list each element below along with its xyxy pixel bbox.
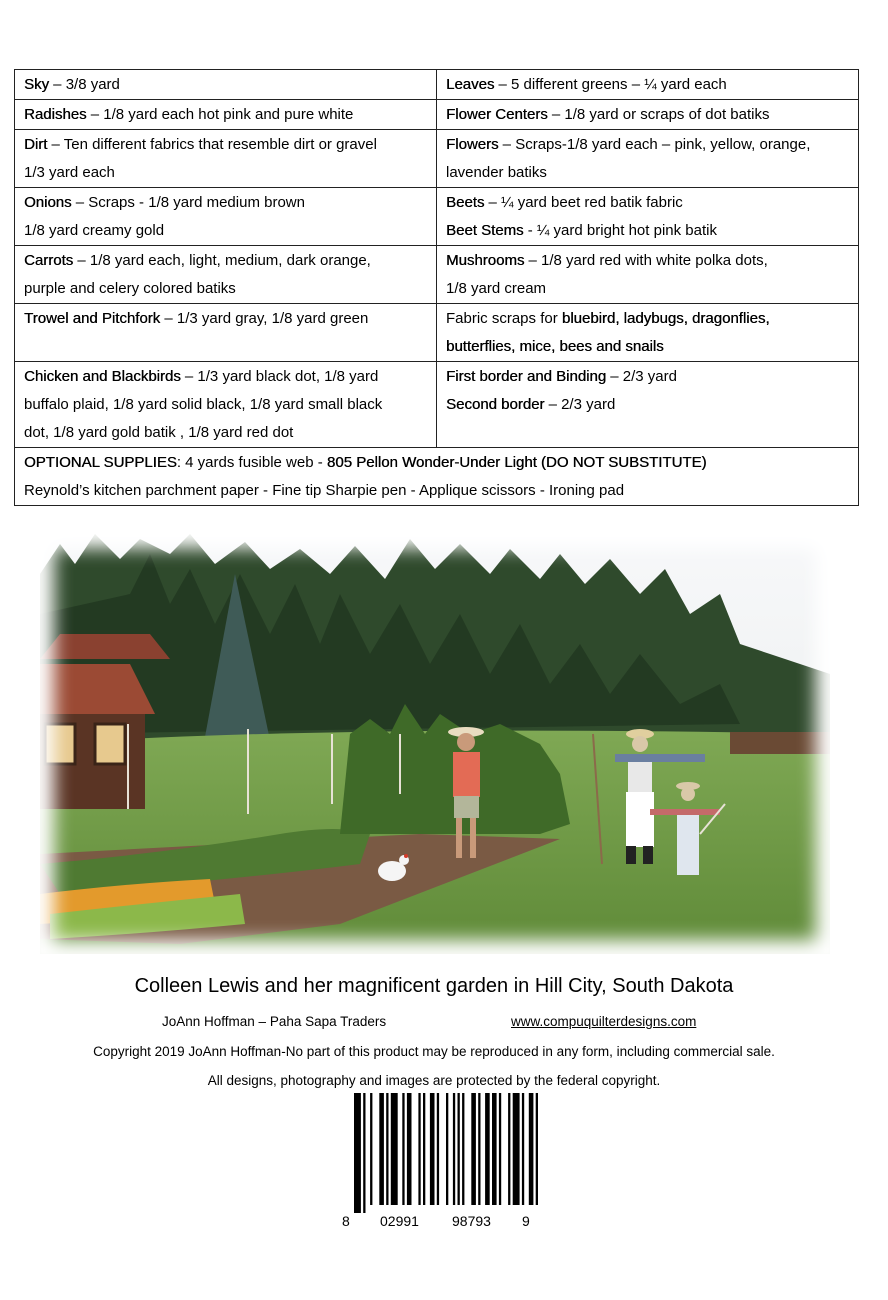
fabric-name: Dirt	[24, 136, 48, 153]
barcode-bar	[529, 1093, 534, 1205]
fabric-name: bluebird, ladybugs, dragonflies,	[561, 310, 770, 327]
barcode-bar	[407, 1093, 412, 1205]
barcode-bar	[462, 1093, 464, 1205]
fabric-detail-line: 1/3 yard each	[24, 164, 115, 181]
fabric-line	[446, 71, 849, 99]
fabric-row	[15, 100, 859, 130]
fabric-detail-line: dot, 1/8 yard gold batik , 1/8 yard red dot	[24, 424, 294, 441]
rights-notice: All designs, photography and images are protected by the federal copyright.	[207, 1073, 661, 1088]
fabric-cell-left	[15, 130, 437, 188]
barcode-bar	[423, 1093, 425, 1205]
garden-photo	[40, 534, 830, 954]
barcode-bar	[418, 1093, 420, 1205]
fabric-name: First border and Binding	[446, 368, 607, 385]
barcode-bar	[522, 1093, 524, 1205]
fabric-line	[24, 305, 427, 333]
fabric-row	[15, 304, 859, 362]
fabric-detail: – 1/3 yard black dot, 1/8 yard	[180, 368, 379, 385]
fabric-table-body	[15, 70, 859, 506]
fabric-cell-right	[437, 304, 859, 362]
fabric-line	[446, 363, 849, 391]
fabric-cell-right	[437, 70, 859, 100]
barcode-bar	[402, 1093, 404, 1205]
fabric-row	[15, 362, 859, 448]
fabric-detail: – 2/3 yard	[544, 396, 616, 413]
optional-line-1	[24, 449, 849, 477]
fabric-name: Leaves	[446, 76, 495, 93]
fabric-requirements-table	[14, 69, 859, 506]
fabric-detail-line: butterflies, mice, bees and snails	[446, 338, 664, 355]
barcode-bar	[354, 1093, 361, 1213]
fabric-name: Onions	[24, 194, 72, 211]
barcode	[338, 1093, 538, 1233]
fabric-cell-left	[15, 246, 437, 304]
fabric-detail: – 1/3 yard gray, 1/8 yard green	[160, 310, 369, 327]
barcode-bar	[478, 1093, 480, 1205]
fabric-detail-line: lavender batiks	[446, 164, 547, 181]
fabric-cell-right	[437, 130, 859, 188]
fabric-detail: – 1/8 yard or scraps of dot batiks	[547, 106, 770, 123]
fabric-detail: – 3/8 yard	[49, 76, 120, 93]
fabric-cell-right	[437, 188, 859, 246]
barcode-bar	[499, 1093, 501, 1205]
barcode-bar	[446, 1093, 448, 1205]
fabric-line	[24, 101, 427, 129]
barcode-bar	[391, 1093, 398, 1205]
fabric-name: Carrots	[24, 252, 74, 269]
fabric-detail-line: purple and celery colored batiks	[24, 280, 236, 297]
fabric-name: Chicken and Blackbirds	[24, 368, 181, 385]
barcode-bar	[437, 1093, 439, 1205]
fabric-line	[24, 71, 427, 99]
fabric-detail: – Ten different fabrics that resemble dirt or gravel	[47, 136, 377, 153]
barcode-bar	[370, 1093, 372, 1205]
fabric-detail: – 2/3 yard	[606, 368, 677, 385]
fabric-cell-right	[437, 100, 859, 130]
optional-supplies-row	[15, 448, 859, 506]
fabric-cell-left	[15, 304, 437, 362]
fabric-row	[15, 130, 859, 188]
website-link[interactable]: www.compuquilterdesigns.com	[511, 1014, 697, 1029]
fabric-prefix: Fabric scraps for	[446, 310, 562, 327]
barcode-bar	[430, 1093, 435, 1205]
barcode-bar	[513, 1093, 520, 1205]
fabric-detail-line: buffalo plaid, 1/8 yard solid black, 1/8 yard small black	[24, 396, 383, 413]
photo-caption: Colleen Lewis and her magnificent garden in Hill City, South Dakota	[134, 975, 734, 997]
optional-text: : 4 yards fusible web -	[176, 454, 327, 471]
fabric-line	[24, 247, 427, 275]
barcode-digit-check: 9	[522, 1213, 530, 1229]
fabric-cell-left	[15, 362, 437, 448]
fabric-detail: – Scraps - 1/8 yard medium brown	[71, 194, 305, 211]
fabric-line	[446, 247, 849, 275]
fabric-line	[446, 189, 849, 217]
fabric-detail: – 5 different greens – ¼ yard each	[494, 76, 727, 93]
shed	[730, 732, 830, 754]
optional-supplies-cell	[15, 448, 859, 506]
copyright-notice: Copyright 2019 JoAnn Hoffman-No part of this product may be reproduced in any form, including commercial sale.	[93, 1044, 775, 1059]
optional-label: OPTIONAL SUPPLIES	[24, 454, 177, 471]
fabric-row	[15, 246, 859, 304]
fabric-detail: – 1/8 yard each, light, medium, dark orange,	[73, 252, 371, 269]
barcode-bar	[536, 1093, 538, 1205]
barcode-bar	[458, 1093, 460, 1205]
barcode-bar	[471, 1093, 476, 1205]
barcode-digits-left: 02991	[380, 1213, 419, 1229]
fabric-cell-left	[15, 100, 437, 130]
fabric-line	[446, 391, 849, 419]
fabric-name: Flowers	[446, 136, 499, 153]
fabric-name: Beet Stems	[446, 222, 524, 239]
barcode-bar	[508, 1093, 510, 1205]
barcode-digits-right: 98793	[452, 1213, 491, 1229]
fabric-detail: – 1/8 yard red with white polka dots,	[524, 252, 768, 269]
fabric-line	[446, 305, 849, 333]
fabric-name: Flower Centers	[446, 106, 548, 123]
fabric-cell-left	[15, 70, 437, 100]
fabric-detail: – Scraps-1/8 yard each – pink, yellow, orange,	[498, 136, 811, 153]
fabric-name: Sky	[24, 76, 50, 93]
fabric-line	[24, 189, 427, 217]
barcode-bar	[485, 1093, 490, 1205]
fabric-name: Beets	[446, 194, 485, 211]
fabric-detail: – ¼ yard beet red batik fabric	[484, 194, 683, 211]
fabric-cell-left	[15, 188, 437, 246]
fabric-line	[446, 131, 849, 159]
fabric-detail: - ¼ yard bright hot pink batik	[523, 222, 717, 239]
barcode-bar	[453, 1093, 455, 1205]
barcode-bar	[492, 1093, 497, 1205]
fabric-detail-line: 1/8 yard creamy gold	[24, 222, 165, 239]
barcode-bar	[386, 1093, 388, 1205]
fabric-name: Second border	[446, 396, 545, 413]
fabric-line	[24, 363, 427, 391]
fabric-row	[15, 70, 859, 100]
fabric-name: Trowel and Pitchfork	[24, 310, 161, 327]
barcode-digit-lead: 8	[342, 1213, 350, 1229]
fabric-detail: – 1/8 yard each hot pink and pure white	[86, 106, 354, 123]
fabric-line	[24, 131, 427, 159]
fabric-row	[15, 188, 859, 246]
fabric-cell-right	[437, 362, 859, 448]
fabric-name: Radishes	[24, 106, 87, 123]
barcode-bar	[379, 1093, 384, 1205]
fabric-cell-right	[437, 246, 859, 304]
optional-fusible-web: 805 Pellon Wonder-Under Light (DO NOT SUBSTITUTE)	[326, 454, 707, 471]
fabric-name: Mushrooms	[446, 252, 525, 269]
barcode-bar	[363, 1093, 365, 1213]
designer-credit: JoAnn Hoffman – Paha Sapa Traders	[162, 1014, 387, 1029]
fabric-detail-line: 1/8 yard cream	[446, 280, 547, 297]
optional-line-2: Reynold’s kitchen parchment paper - Fine tip Sharpie pen - Applique scissors - Ironing pad	[24, 482, 625, 499]
fabric-line	[446, 101, 849, 129]
garden-photo-illustration	[40, 534, 830, 954]
barcode-bars	[338, 1093, 538, 1213]
fabric-line	[446, 217, 849, 245]
